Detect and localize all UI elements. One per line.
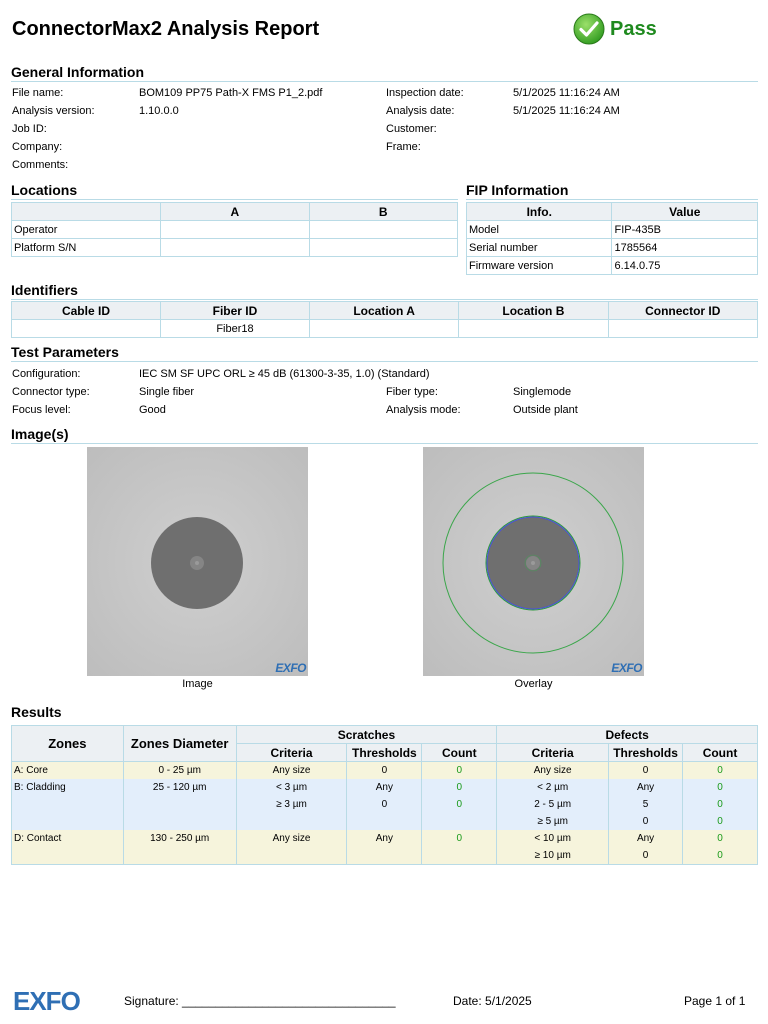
result-cell-zone xyxy=(12,796,124,813)
info-label: File name: xyxy=(12,87,64,99)
result-cell-dc: < 2 µm xyxy=(497,779,609,796)
result-cell-dt: 0 xyxy=(609,847,683,865)
result-cell-dt: Any xyxy=(609,830,683,847)
section-locations: Locations xyxy=(11,182,458,200)
general-left xyxy=(12,84,382,174)
result-cell-dt: 5 xyxy=(609,796,683,813)
info-row xyxy=(12,138,382,156)
image-caption: Image xyxy=(182,678,213,690)
table-cell xyxy=(161,239,309,257)
info-label: Analysis date: xyxy=(386,105,455,117)
result-cell-zone: A: Core xyxy=(12,762,124,780)
info-row xyxy=(386,102,756,120)
info-value: 1.10.0.0 xyxy=(139,105,179,117)
results-row xyxy=(12,847,758,865)
result-cell-zone xyxy=(12,813,124,830)
result-cell-dc: ≥ 5 µm xyxy=(497,813,609,830)
info-value: BOM109 PP75 Path-X FMS P1_2.pdf xyxy=(139,87,323,99)
config-label: Configuration: xyxy=(12,368,81,380)
results-row xyxy=(12,762,758,780)
table-header: Value xyxy=(612,203,758,221)
result-cell-sn: 0 xyxy=(422,796,497,813)
checkmark-icon xyxy=(573,13,605,45)
table-cell: Platform S/N xyxy=(12,239,161,257)
table-header: B xyxy=(309,203,457,221)
info-label: Inspection date: xyxy=(386,87,464,99)
result-cell-dn: 0 xyxy=(683,830,758,847)
result-cell-diam xyxy=(123,813,236,830)
result-cell-dn: 0 xyxy=(683,779,758,796)
result-cell-dt: Any xyxy=(609,779,683,796)
fiber-image[interactable] xyxy=(87,447,308,676)
col-criteria: Criteria xyxy=(236,744,347,762)
result-cell-diam xyxy=(123,796,236,813)
exfo-logo: EXFO xyxy=(13,986,80,1016)
pass-status xyxy=(573,13,657,45)
footer-date: Date: 5/1/2025 xyxy=(453,994,532,1008)
result-cell-sn: 0 xyxy=(422,830,497,847)
result-cell-st: Any xyxy=(347,830,422,847)
result-cell-dc: 2 - 5 µm xyxy=(497,796,609,813)
result-cell-diam: 25 - 120 µm xyxy=(123,779,236,796)
info-row xyxy=(12,156,382,174)
analysis-mode-value: Outside plant xyxy=(513,404,578,416)
table-row xyxy=(467,221,758,239)
table-cell: Model xyxy=(467,221,612,239)
pass-label: Pass xyxy=(610,17,657,40)
table-cell: Serial number xyxy=(467,239,612,257)
table-cell xyxy=(459,320,608,338)
result-cell-sc: Any size xyxy=(236,762,347,780)
result-cell-dn: 0 xyxy=(683,762,758,780)
result-cell-dt: 0 xyxy=(609,813,683,830)
exfo-watermark: EXFO xyxy=(611,661,642,675)
col-count: Count xyxy=(683,744,758,762)
col-thresholds: Thresholds xyxy=(347,744,422,762)
section-fip-information: FIP Information xyxy=(466,182,758,200)
table-header: Connector ID xyxy=(608,302,757,320)
table-cell xyxy=(12,320,161,338)
table-header: Fiber ID xyxy=(160,302,309,320)
table-cell: Fiber18 xyxy=(160,320,309,338)
info-label: Analysis version: xyxy=(12,105,95,117)
col-criteria: Criteria xyxy=(497,744,609,762)
section-test-parameters: Test Parameters xyxy=(11,344,758,362)
table-row xyxy=(12,320,758,338)
col-zones: Zones xyxy=(12,726,124,762)
section-results: Results xyxy=(11,704,62,720)
result-cell-dn: 0 xyxy=(683,796,758,813)
general-right xyxy=(386,84,756,156)
results-row xyxy=(12,779,758,796)
table-cell: Firmware version xyxy=(467,257,612,275)
result-cell-dn: 0 xyxy=(683,847,758,865)
table-header: A xyxy=(161,203,309,221)
table-cell xyxy=(309,320,458,338)
result-cell-st: Any xyxy=(347,779,422,796)
info-row xyxy=(12,102,382,120)
table-cell xyxy=(161,221,309,239)
result-cell-sn: 0 xyxy=(422,762,497,780)
result-cell-sn xyxy=(422,847,497,865)
table-cell: 1785564 xyxy=(612,239,758,257)
table-row xyxy=(12,221,458,239)
result-cell-st xyxy=(347,847,422,865)
info-value: 5/1/2025 11:16:24 AM xyxy=(513,87,620,99)
identifiers-table xyxy=(11,301,758,338)
result-cell-dt: 0 xyxy=(609,762,683,780)
result-cell-sc: ≥ 3 µm xyxy=(236,796,347,813)
result-cell-st xyxy=(347,813,422,830)
result-cell-diam: 130 - 250 µm xyxy=(123,830,236,847)
signature-line: Signature: ________________________________ xyxy=(124,994,396,1008)
result-cell-sn xyxy=(422,813,497,830)
result-cell-zone: D: Contact xyxy=(12,830,124,847)
overlay-image[interactable] xyxy=(423,447,644,676)
group-scratches: Scratches xyxy=(236,726,497,744)
analysis-mode-label: Analysis mode: xyxy=(386,404,461,416)
table-cell xyxy=(309,239,457,257)
result-cell-dn: 0 xyxy=(683,813,758,830)
table-header: Cable ID xyxy=(12,302,161,320)
result-cell-sc xyxy=(236,847,347,865)
table-header: Location B xyxy=(459,302,608,320)
result-cell-dc: < 10 µm xyxy=(497,830,609,847)
exfo-watermark: EXFO xyxy=(275,661,306,675)
info-label: Customer: xyxy=(386,123,437,135)
col-zones-diameter: Zones Diameter xyxy=(123,726,236,762)
info-row xyxy=(12,120,382,138)
info-row xyxy=(386,120,756,138)
result-cell-dc: Any size xyxy=(497,762,609,780)
connector-type-value: Single fiber xyxy=(139,386,195,398)
result-cell-st: 0 xyxy=(347,762,422,780)
table-cell: FIP-435B xyxy=(612,221,758,239)
section-images: Image(s) xyxy=(11,426,758,444)
info-row xyxy=(386,84,756,102)
table-row xyxy=(467,257,758,275)
result-cell-sc: < 3 µm xyxy=(236,779,347,796)
config-value: IEC SM SF UPC ORL ≥ 45 dB (61300-3-35, 1.0) (Standard) xyxy=(139,368,430,380)
result-cell-sc xyxy=(236,813,347,830)
fiber-type-label: Fiber type: xyxy=(386,386,438,398)
info-label: Company: xyxy=(12,141,63,153)
results-row xyxy=(12,813,758,830)
table-cell: 6.14.0.75 xyxy=(612,257,758,275)
fip-table xyxy=(466,202,758,275)
result-cell-st: 0 xyxy=(347,796,422,813)
focus-level-value: Good xyxy=(139,404,166,416)
connector-type-label: Connector type: xyxy=(12,386,90,398)
info-row xyxy=(12,84,382,102)
table-cell: Operator xyxy=(12,221,161,239)
focus-level-label: Focus level: xyxy=(12,404,71,416)
results-row xyxy=(12,830,758,847)
result-cell-zone xyxy=(12,847,124,865)
result-cell-zone: B: Cladding xyxy=(12,779,124,796)
report-title: ConnectorMax2 Analysis Report xyxy=(12,18,320,40)
col-thresholds: Thresholds xyxy=(609,744,683,762)
result-cell-diam: 0 - 25 µm xyxy=(123,762,236,780)
table-row xyxy=(12,239,458,257)
table-header: Location A xyxy=(309,302,458,320)
table-row xyxy=(467,239,758,257)
result-cell-dc: ≥ 10 µm xyxy=(497,847,609,865)
section-general-information: General Information xyxy=(11,64,758,82)
table-cell xyxy=(608,320,757,338)
result-cell-sn: 0 xyxy=(422,779,497,796)
table-header: Info. xyxy=(467,203,612,221)
section-identifiers: Identifiers xyxy=(11,282,758,300)
overlay-caption: Overlay xyxy=(514,678,553,690)
results-row xyxy=(12,796,758,813)
info-label: Frame: xyxy=(386,141,421,153)
fiber-type-value: Singlemode xyxy=(513,386,572,398)
group-defects: Defects xyxy=(497,726,758,744)
col-count: Count xyxy=(422,744,497,762)
info-row xyxy=(386,138,756,156)
info-value: 5/1/2025 11:16:24 AM xyxy=(513,105,620,117)
table-cell xyxy=(309,221,457,239)
table-header xyxy=(12,203,161,221)
result-cell-sc: Any size xyxy=(236,830,347,847)
result-cell-diam xyxy=(123,847,236,865)
page-number: Page 1 of 1 xyxy=(684,994,746,1008)
info-label: Job ID: xyxy=(12,123,47,135)
info-label: Comments: xyxy=(12,159,69,171)
locations-table xyxy=(11,202,458,257)
results-table xyxy=(11,725,758,865)
